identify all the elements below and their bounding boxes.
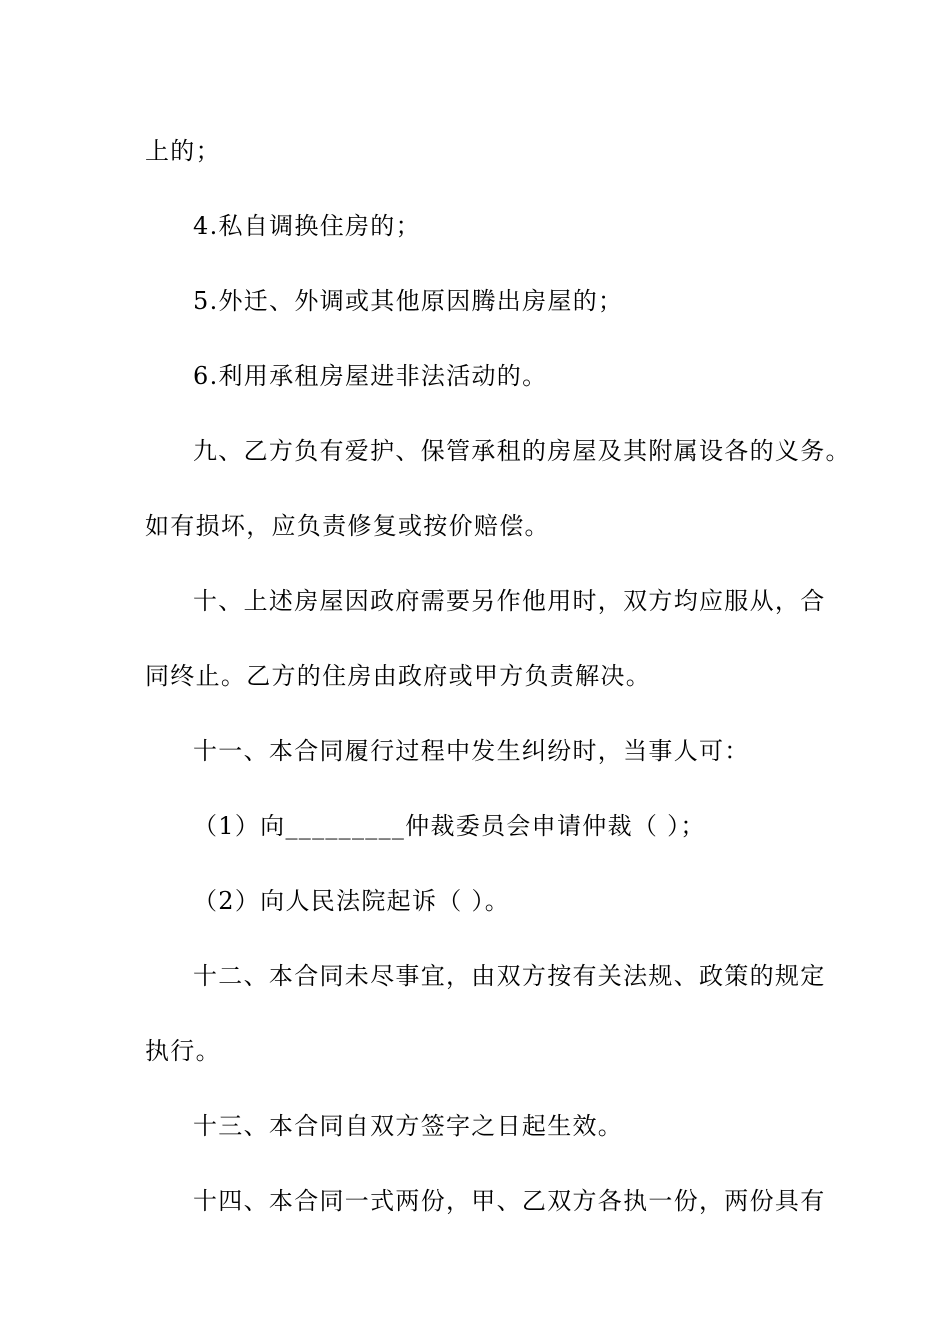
text-line: 上的；: [145, 137, 221, 165]
text-line: 4.私自调换住房的；: [193, 212, 421, 240]
text-line: 十一、本合同履行过程中发生纠纷时，当事人可：: [193, 737, 750, 765]
text-line: 十四、本合同一式两份，甲、乙双方各执一份，两份具有: [193, 1187, 826, 1215]
text-line: 同终止。乙方的住房由政府或甲方负责解决。: [145, 662, 651, 690]
text-line: 6.利用承租房屋进非法活动的。: [193, 362, 548, 390]
text-line: 十二、本合同未尽事宜，由双方按有关法规、政策的规定: [193, 962, 826, 990]
text-line: 十、上述房屋因政府需要另作他用时，双方均应服从，合: [193, 587, 826, 615]
text-line: 如有损坏，应负责修复或按价赔偿。: [145, 512, 550, 540]
text-line: 十三、本合同自双方签字之日起生效。: [193, 1112, 624, 1140]
text-line: 执行。: [145, 1037, 221, 1065]
text-line: （2）向人民法院起诉（ ）。: [193, 887, 511, 915]
text-line: 九、乙方负有爱护、保管承租的房屋及其附属设各的义务。: [193, 437, 851, 465]
text-line: （1）向_________仲裁委员会申请仲裁（ ）；: [193, 812, 706, 840]
text-line: 5.外迁、外调或其他原因腾出房屋的；: [193, 287, 624, 315]
